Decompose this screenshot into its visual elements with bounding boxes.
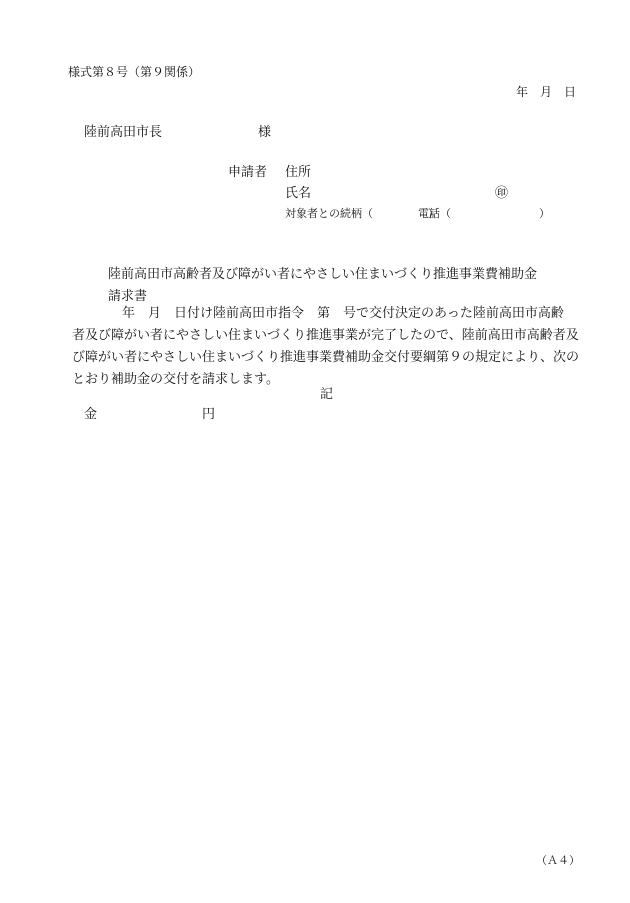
form-number: 様式第８号（第９関係） [68, 65, 201, 79]
amount-unit: 円 [202, 407, 216, 422]
name-label: 氏名 [285, 186, 312, 201]
addressee-honorific: 様 [258, 125, 272, 140]
document-title-line1: 陸前高田市高齢者及び障がい者にやさしい住まいづくり推進事業費補助金 [108, 267, 538, 282]
phone-label: 電話（ ） [418, 207, 550, 220]
body-paragraph [72, 303, 582, 391]
date-line: 年 月 日 [516, 85, 577, 99]
applicant-label: 申請者 [228, 165, 268, 180]
amount-label: 金 [84, 407, 98, 422]
ki-mark: 記 [320, 387, 334, 402]
document-title-line2: 請求書 [108, 289, 148, 304]
body-line-4: とおり補助金の交付を請求します。 [72, 372, 279, 387]
relation-label: 対象者との続柄（ ） [285, 207, 439, 220]
body-line-3: び障がい者にやさしい住まいづくり推進事業費補助金交付要綱第９の規定により、次の [72, 350, 580, 365]
body-line-1: 年 月 日付け陸前高田市指令 第 号で交付決定のあった陸前高田市高齢 [96, 306, 564, 321]
seal-mark: ㊞ [495, 186, 509, 201]
addressee-name: 陸前高田市長 [84, 125, 163, 140]
paper-size-label: （Ａ４） [536, 854, 580, 867]
body-line-2: 者及び障がい者にやさしい住まいづくり推進事業が完了したので、陸前高田市高齢者及 [72, 328, 579, 343]
address-label: 住所 [285, 165, 312, 180]
